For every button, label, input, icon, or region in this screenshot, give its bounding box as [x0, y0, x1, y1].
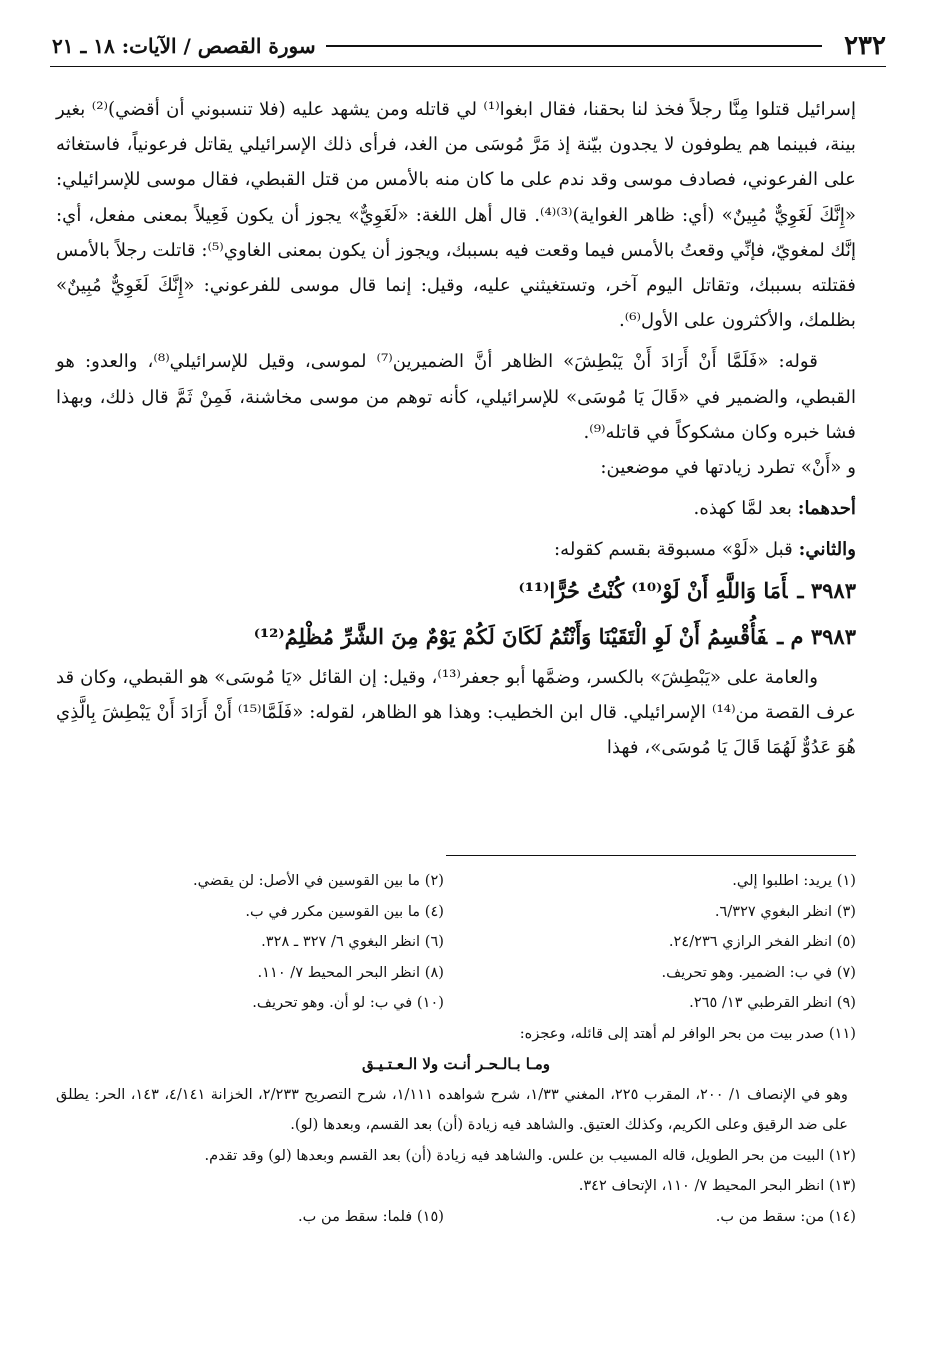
verse-3983: [56, 568, 856, 614]
verse-3983m-text: فَأُقْسِمُ أَنْ لَوِ الْتَقَيْنَا وَأَنْتُمُ لَكَانَ لَكُمْ يَوْمٌ مِنَ الشَّرِّ مُظْلِمُ⁽¹²⁾: [253, 623, 768, 649]
verse-3983-text: أَمَا وَاللَّهِ أَنْ لَوْ⁽¹⁰⁾ كُنْتُ حُرًّا⁽¹¹⁾: [518, 577, 788, 603]
second-case-text: قبل «لَوْ» مسبوقة بقسم كقوله:: [554, 539, 799, 561]
footnote-9: (٩) انظر القرطبي ١٣/ ٢٦٥.: [689, 994, 856, 1011]
first-case-label: أحدهما:: [797, 498, 856, 520]
first-case: [56, 491, 856, 526]
paragraph-2: قوله: «فَلَمَّا أَنْ أَرَادَ أَنْ يَبْطِشَ» الظاهر أنَّ الضميرين⁽⁷⁾ لموسى، وقيل للإسرائيلي⁽⁸⁾، والعدو: هو القبطي، والضمير في «قَالَ يَا مُوسَى» للإسرائيلي، كأنه توهم من موسى مخاشنة، فَمِنْ ثَمَّ قال ذلك، وبهذا فشا خبره وكان مشكوكاً في قاتله⁽⁹⁾.: [56, 351, 856, 443]
verse-3983-number: ٣٩٨٣ ـ: [797, 577, 856, 603]
footnote-12: (١٢) البيت من بحر الطويل، قاله المسيب بن علس. والشاهد فيه زيادة (أن) بعد القسم وبعدها (لو) وقد تقدم.: [204, 1146, 856, 1164]
header-underline: [50, 66, 886, 67]
second-case: [56, 532, 856, 567]
footnote-rule: [446, 855, 856, 856]
second-case-label: والثاني:: [798, 539, 856, 561]
paragraph-1: إسرائيل قتلوا مِنَّا رجلاً فخذ لنا بحقنا، فقال ابغوا⁽¹⁾ لي قاتله ومن يشهد عليه (فلا تنسبوني أن أقضي)⁽²⁾ بغير بينة، فبينما هم يطوفون لا يجدون بيّنة إذ مَرَّ مُوسَى من الغد، فرأى ذلك الإسرائيلي يقاتل فرعونياً، فاستغاثه على الفرعوني، فصادف موسى وقد ندم على ما كان منه بالأمس من قتل القبطي، فقال موسى للإسرائيلي: «إِنَّكَ لَغَوِيٌّ مُبِينٌ» (أي: ظاهر الغواية)⁽³⁾⁽⁴⁾. قال أهل اللغة: «لَغَوِيٌّ» يجوز أن يكون فَعِيلاً بمعنى مفعل، أي: إنَّك لمغويّ، فإنِّي وقعتُ بالأمس فيما وقعت فيه بسببك، ويجوز أن يكون بمعنى الغاوي⁽⁵⁾: قاتلت رجلاً بالأمس فقتلته بسببك، وتقاتل اليوم آخر، وتستغيثني عليه، وقيل: إنما قال موسى للفرعوني: «إِنَّكَ لَغَوِيٌّ مُبِينٌ» بظلمك، والأكثرون على الأول⁽⁶⁾.: [56, 99, 857, 332]
footnote-11-body: وهو في الإنصاف ١/ ٢٠٠، المقرب ٢٢٥، المغني ١/٣٣، شرح شواهده ١/١١١، شرح التصريح ٢/٢٣٣، الخزانة ٤/١٤١، ١٤٣، الحر: يطلق على ضد الرقيق وعلى الكريم، وكذلك العتيق. والشاهد فيه زيادة (أن) بعد القسم، وبعدها (لو).: [56, 1085, 848, 1133]
footnote-4: (٤) ما بين القوسين مكرر في ب.: [245, 902, 444, 920]
footnote-11-verse: ومـا بـالـحـر أنـت ولا الـعـتـيـق: [362, 1055, 550, 1073]
header-rule: [326, 45, 822, 47]
footnotes: [56, 866, 856, 1232]
footnote-13: (١٣) انظر البحر المحيط ٧/ ١١٠، الإتحاف ٣٤٢.: [578, 1177, 856, 1194]
page-number: ٢٣٢: [844, 31, 886, 61]
footnote-15: (١٥) فلما: سقط من ب.: [297, 1207, 444, 1225]
footnote-8: (٨) انظر البحر المحيط ٧/ ١١٠.: [257, 963, 444, 981]
footnote-14: (١٤) من: سقط من ب.: [715, 1207, 856, 1225]
verse-3983m: [56, 614, 856, 660]
paragraph-3: و «أَنْ» تطرد زيادتها في موضعين:: [600, 457, 856, 479]
verse-3983m-number: ٣٩٨٣ م ـ: [777, 623, 856, 649]
footnotes-two-column: [56, 866, 856, 1019]
footnote-7: (٧) في ب: الضمير. وهو تحريف.: [661, 963, 856, 981]
footnotes-last-row: [56, 1202, 856, 1233]
page-header: [52, 28, 886, 64]
footnote-3: (٣) انظر البغوي ٦/٣٢٧.: [714, 902, 856, 920]
first-case-text: بعد لمَّا كهذه.: [693, 498, 798, 520]
footnote-6: (٦) انظر البغوي ٦/ ٣٢٧ ـ ٣٢٨.: [261, 933, 444, 950]
footnote-10: (١٠) في ب: لو أن. وهو تحريف.: [252, 994, 444, 1011]
main-text: [56, 92, 856, 765]
footnote-1: (١) يريد: اطلبوا إلي.: [732, 872, 856, 889]
paragraph-4: والعامة على «يَبْطِشَ» بالكسر، وضمَّها أبو جعفر⁽¹³⁾، وقيل: إن القائل «يَا مُوسَى» هو القبطي، وكان قد عرف القصة من⁽¹⁴⁾ الإسرائيلي. قال ابن الخطيب: وهذا هو الظاهر، لقوله: «فَلَمَّا⁽¹⁵⁾ أَنْ أَرَادَ أَنْ يَبْطِشَ بِالَّذِي هُوَ عَدُوٌّ لَهُمَا قَالَ يَا مُوسَى»، فهذا: [56, 666, 857, 759]
running-title: سورة القصص / الآيات: ١٨ ـ ٢١: [52, 34, 316, 58]
footnote-2: (٢) ما بين القوسين في الأصل: لن يقضي.: [192, 872, 444, 889]
footnote-11: (١١) صدر بيت من بحر الوافر لم أهتد إلى قائله، وعجزه:: [519, 1024, 856, 1042]
footnote-5: (٥) انظر الفخر الرازي ٢٤/٢٣٦.: [668, 933, 856, 950]
